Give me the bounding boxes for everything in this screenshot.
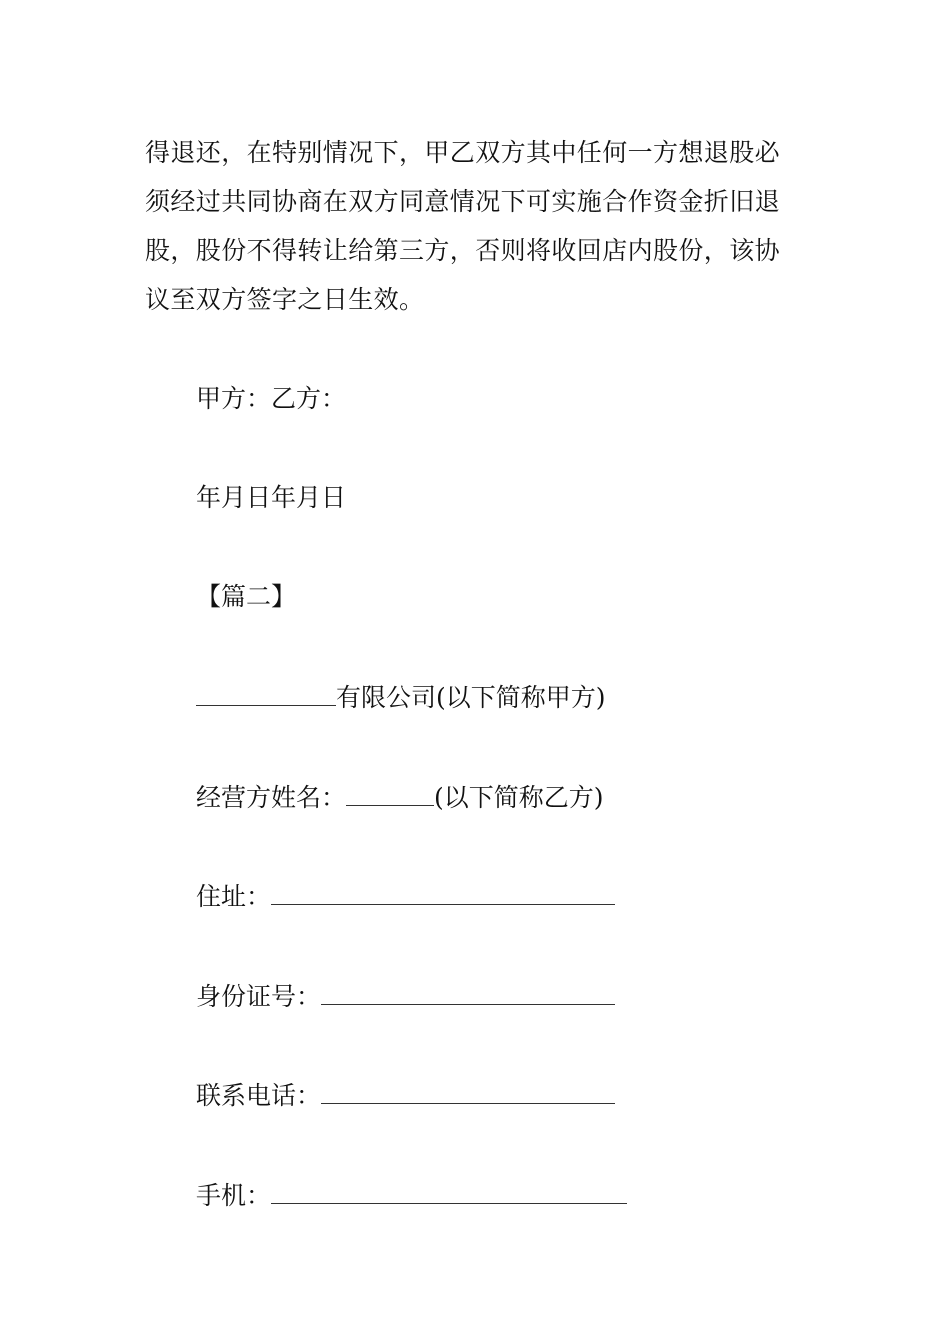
phone-blank[interactable] [321, 1081, 615, 1104]
address-label: 住址： [196, 882, 272, 911]
operator-line [196, 782, 604, 814]
company-suffix-label: 有限公司(以下简称甲方) [336, 683, 606, 712]
date-line: 年月日年月日 [196, 483, 347, 512]
section-heading: 【篇二】 [196, 582, 297, 611]
id-number-line [196, 981, 615, 1013]
phone-line [196, 1080, 615, 1112]
operator-suffix-label: (以下简称乙方) [434, 783, 604, 812]
paragraph-line: 得退还，在特别情况下，甲乙双方其中任何一方想退股必 [145, 138, 781, 167]
address-line [196, 881, 615, 913]
operator-name-label: 经营方姓名： [196, 783, 347, 812]
id-number-blank[interactable] [321, 982, 615, 1005]
mobile-blank[interactable] [271, 1181, 627, 1204]
paragraph-line: 须经过共同协商在双方同意情况下可实施合作资金折旧退 [145, 187, 781, 216]
id-number-label: 身份证号： [196, 982, 322, 1011]
paragraph-line: 股，股份不得转让给第三方，否则将收回店内股份，该协 [145, 236, 781, 265]
mobile-line [196, 1180, 627, 1212]
phone-label: 联系电话： [196, 1081, 322, 1110]
mobile-label: 手机： [196, 1181, 272, 1210]
operator-name-blank[interactable] [346, 783, 434, 806]
signature-line: 甲方：乙方： [196, 384, 347, 413]
paragraph-line: 议至双方签字之日生效。 [145, 285, 425, 314]
address-blank[interactable] [271, 882, 615, 905]
company-line [196, 682, 606, 714]
contract-paragraph [145, 128, 809, 324]
company-name-blank[interactable] [196, 683, 336, 706]
